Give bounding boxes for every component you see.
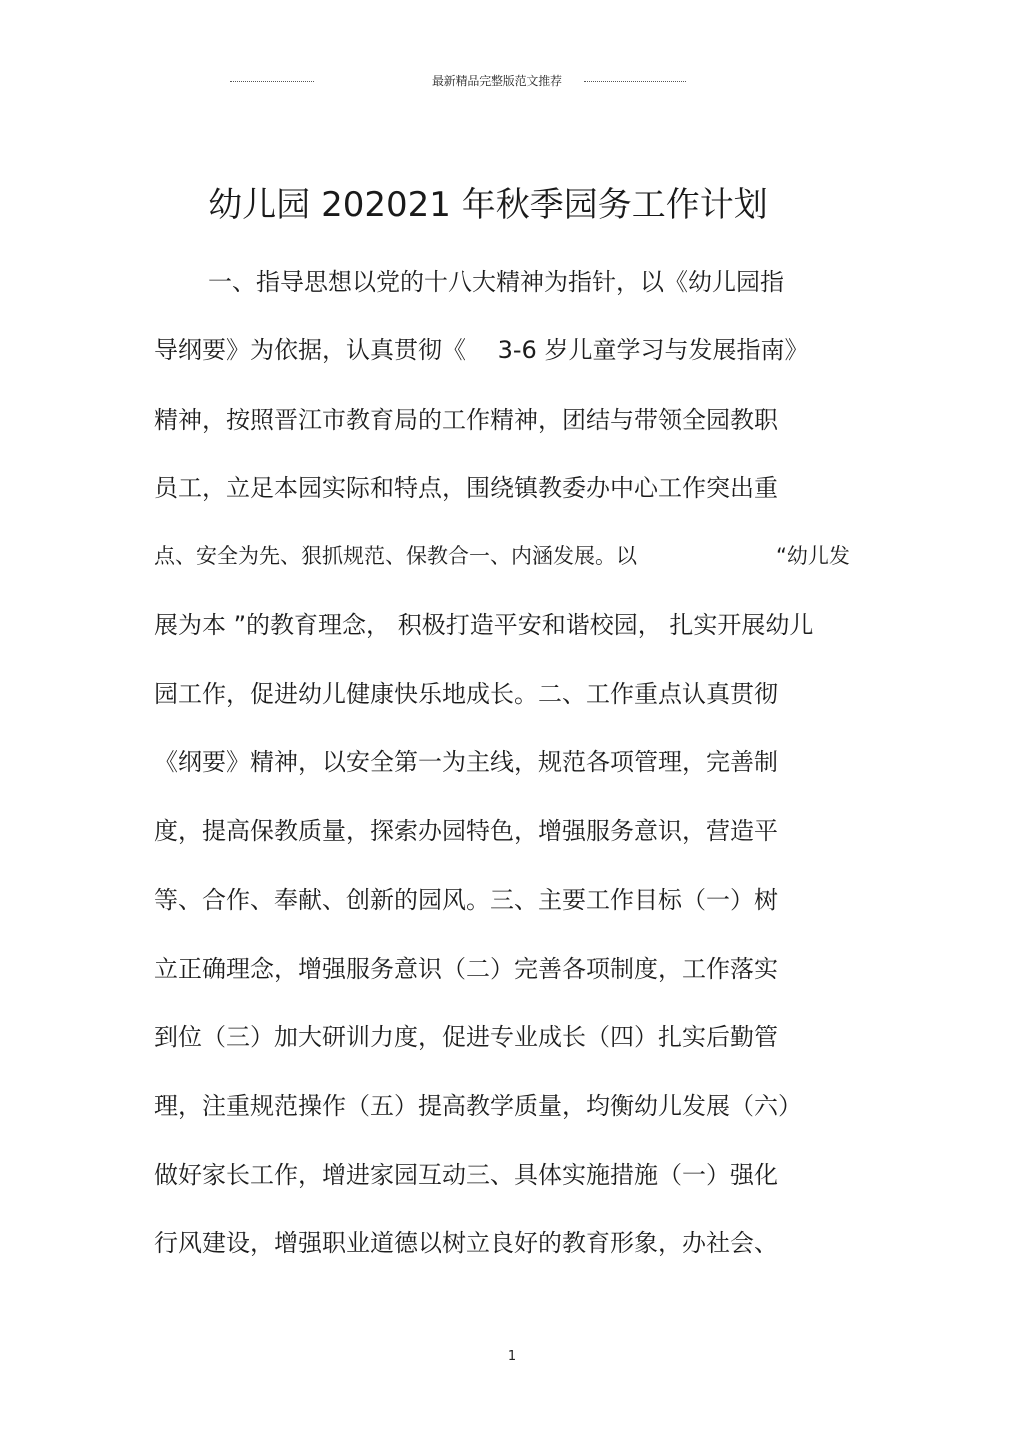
body-line: 点、安全为先、狠抓规范、保教合一、内涵发展。以 xyxy=(154,544,637,568)
header-text: 最新精品完整版范文推荐 xyxy=(432,74,562,88)
document-title xyxy=(0,180,1024,230)
body-line: 园工作，促进幼儿健康快乐地成长。二、工作重点认真贯彻 xyxy=(154,680,778,708)
page-number: 1 xyxy=(507,1349,517,1364)
body-line: 《纲要》精神，以安全第一为主线，规范各项管理，完善制 xyxy=(154,748,778,776)
header-dotted-rule-left xyxy=(230,81,314,82)
body-line: 立正确理念，增强服务意识（二）完善各项制度，工作落实 xyxy=(154,955,778,983)
body-line: 度，提高保教质量，探索办园特色，增强服务意识，营造平 xyxy=(154,817,778,845)
body-line: 员工，立足本园实际和特点，围绕镇教委办中心工作突出重 xyxy=(154,474,778,502)
document-title-text: 幼儿园 202021 年秋季园务工作计划 xyxy=(208,185,768,225)
body-line: 展为本 ”的教育理念， 积极打造平安和谐校园， 扎实开展幼儿 xyxy=(154,611,814,639)
body-line: 理，注重规范操作（五）提高教学质量，均衡幼儿发展（六） xyxy=(154,1092,802,1120)
body-line: 等、合作、奉献、创新的园风。三、主要工作目标（一）树 xyxy=(154,886,778,914)
body-line: 行风建设，增强职业道德以树立良好的教育形象，办社会、 xyxy=(154,1229,778,1257)
body-line: 一、指导思想以党的十八大精神为指针，以《幼儿园指 xyxy=(208,268,784,296)
body-line-right-fragment: “幼儿发 xyxy=(776,544,850,568)
body-line: 导纲要》为依据，认真贯彻《 3-6 岁儿童学习与发展指南》 xyxy=(154,336,809,364)
body-line: 到位（三）加大研训力度，促进专业成长（四）扎实后勤管 xyxy=(154,1023,778,1051)
body-line: 做好家长工作，增进家园互动三、具体实施措施（一）强化 xyxy=(154,1161,778,1189)
header-dotted-rule-right xyxy=(584,81,686,82)
body-line: 精神，按照晋江市教育局的工作精神，团结与带领全园教职 xyxy=(154,406,778,434)
page-header xyxy=(0,72,1024,92)
